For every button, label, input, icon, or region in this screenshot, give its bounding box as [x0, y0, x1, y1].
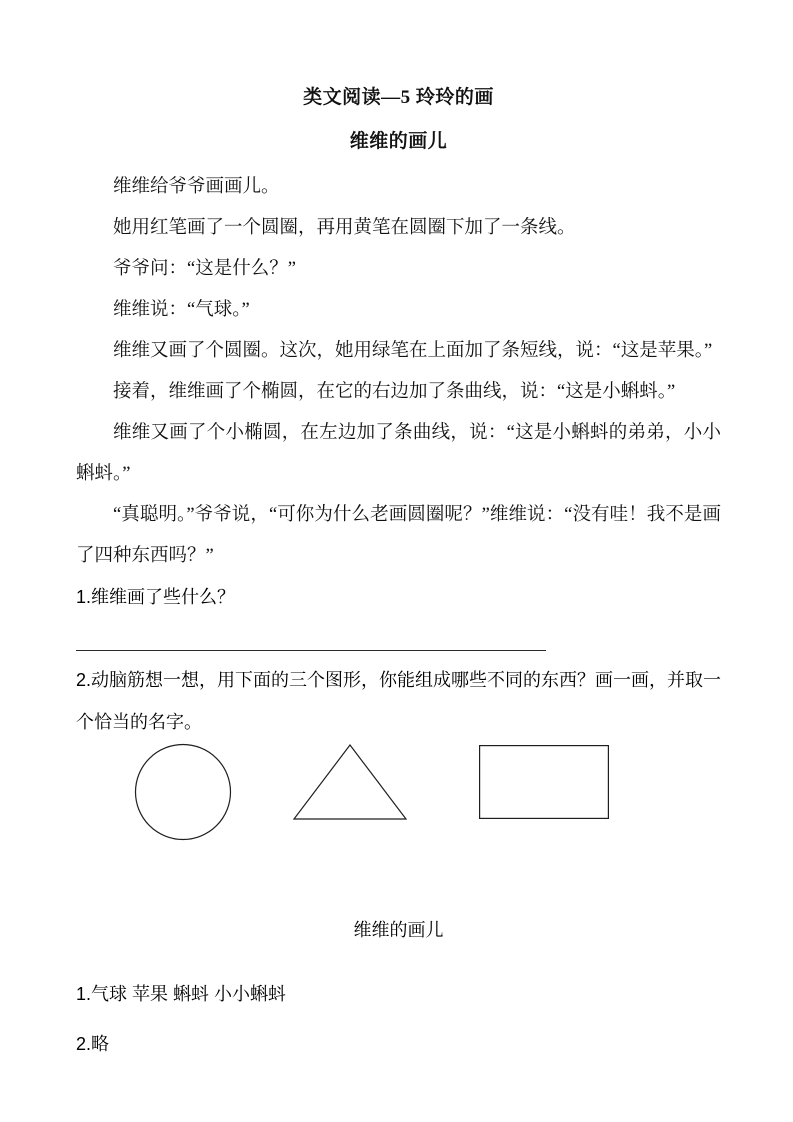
- shapes-row: [76, 743, 721, 848]
- question-2: 2.动脑筋想一想，用下面的三个图形，你能组成哪些不同的东西？画一画，并取一个恰当的名字。: [76, 670, 722, 732]
- passage-paragraph: “真聪明。”爷爷说，“可你为什么老画圆圈呢？”维维说：“没有哇！我不是画了四种东西吗？”: [76, 505, 721, 566]
- passage-paragraph: 维维又画了个圆圈。这次，她用绿笔在上面加了条短线，说：“这是苹果。”: [113, 341, 713, 361]
- answer-item-2: 2.略: [76, 1034, 110, 1054]
- page-title: 类文阅读—5 玲玲的画: [303, 87, 494, 108]
- question-1: 1.维维画了些什么？: [76, 587, 236, 607]
- passage: [76, 167, 721, 577]
- passage-paragraph: 维维又画了个小椭圆，在左边加了条曲线，说：“这是小蝌蚪的弟弟，小小蝌蚪。”: [76, 423, 721, 484]
- triangle-shape-icon: [292, 743, 408, 821]
- passage-paragraph: 爷爷问：“这是什么？”: [113, 259, 296, 279]
- answer-item-1: 1.气球 苹果 蝌蚪 小小蝌蚪: [76, 984, 287, 1004]
- rectangle-shape-icon: [479, 745, 609, 819]
- passage-paragraph: 维维给爷爷画画儿。: [113, 177, 280, 197]
- circle-shape-icon: [134, 743, 232, 841]
- passage-title: 维维的画儿: [349, 131, 448, 152]
- passage-paragraph: 接着，维维画了个椭圆，在它的右边加了条曲线，说：“这是小蝌蚪。”: [113, 382, 676, 402]
- passage-paragraph: 维维说：“气球。”: [113, 300, 250, 320]
- answer-section-title: 维维的画儿: [353, 920, 444, 940]
- passage-paragraph: 她用红笔画了一个圆圈，再用黄笔在圆圈下加了一条线。: [113, 218, 576, 238]
- answer-blank-line: [76, 650, 546, 651]
